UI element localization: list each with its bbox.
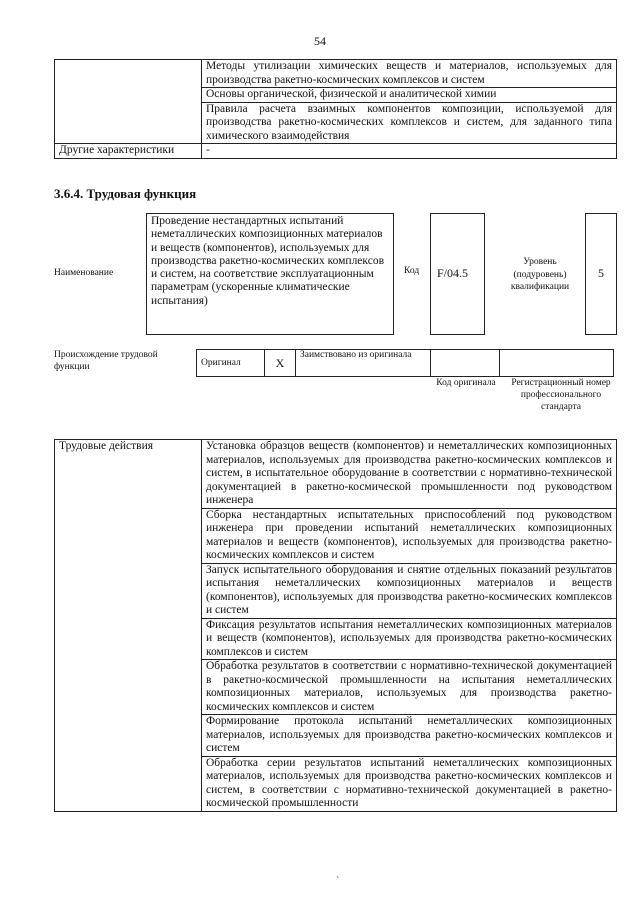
original-code-caption: Код оригинала (436, 378, 496, 388)
origin-table (196, 349, 614, 377)
other-characteristics-label: Другие характеристики (55, 144, 202, 159)
table-row (197, 350, 614, 377)
other-characteristics-value: - (202, 144, 617, 159)
knowledge-item: Правила расчета взаимных компонентов композиции, используемой для производства ракетно-космических комплексов и систем, для заданного типа химического взаимодействия (202, 102, 617, 144)
qualification-level-label: Уровень (подуровень) квалификации (510, 257, 570, 292)
section-heading: 3.6.4. Трудовая функция (54, 186, 197, 201)
labor-action-item: Обработка серии результатов испытаний неметаллических композиционных материалов, используемых для производства ракетно-космических комплексов и систем, в соответствии с нормативно-технической документацией в ракетно-космической промышленности (202, 756, 617, 811)
registration-number-cell (500, 350, 614, 377)
original-label: Оригинал (197, 350, 265, 377)
code-label: Код (404, 266, 420, 276)
name-label: Наименование (54, 268, 114, 278)
table-row (55, 440, 617, 509)
labor-action-item: Запуск испытательного оборудования и снятие отдельных показаний результатов испытания неметаллических композиционных материалов и веществ (компонентов), используемых для производства ракетно-космических комплексов и систем (202, 563, 617, 618)
labor-action-item: Формирование протокола испытаний неметаллических композиционных материалов, используемых для производства ракетно-космических комплексов и систем (202, 715, 617, 757)
knowledge-item: Методы утилизации химических веществ и материалов, используемых для производства ракетно-космических комплексов и систем (202, 60, 617, 88)
labor-action-item: Обработка результатов в соответствии с нормативно-технической документацией в ракетно-космической промышленности на испытания неметаллических композиционных материалов, используемых для производства ракетно-космических комплексов и систем (202, 660, 617, 715)
table-row (55, 144, 617, 159)
labor-action-item: Фиксация результатов испытания неметаллических композиционных материалов и веществ (компонентов), используемых для производства ракетно-космических комплексов и систем (202, 618, 617, 660)
knowledge-table (54, 59, 617, 159)
function-name-box: Проведение нестандартных испытаний неметаллических композиционных материалов и веществ (компонентов), используемых для производства ракетно-космических комплексов и систем, на соответствие эксплуатационным параметрам (ускоренные климатические испытания) (146, 213, 394, 335)
function-code-box: F/04.5 (430, 213, 485, 335)
borrowed-label: Заимствовано из оригинала (296, 350, 431, 377)
labor-action-item: Сборка нестандартных испытательных приспособлений под руководством инженера при проведении испытаний неметаллических композиционных материалов и веществ (компонентов), используемых для производства ракетно-космических комплексов и систем (202, 508, 617, 563)
stray-mark: ` (336, 876, 340, 887)
qualification-level-box: 5 (585, 213, 617, 335)
labor-actions-label: Трудовые действия (55, 440, 202, 812)
registration-number-caption: Регистрационный номер профессионального стандарта (511, 378, 611, 412)
origin-label: Происхождение трудовой функции (54, 350, 158, 372)
original-mark: X (265, 350, 296, 377)
page-number: 54 (314, 34, 326, 48)
knowledge-item: Основы органической, физической и аналитической химии (202, 88, 617, 103)
labor-actions-table (54, 439, 617, 812)
original-code-cell (431, 350, 500, 377)
labor-action-item: Установка образцов веществ (компонентов) и неметаллических композиционных материалов, используемых для производства ракетно-космических комплексов и систем, в испытательное оборудование в соответствии с нормативно-технической документацией в ракетно-космической промышленности под руководством инженера (202, 440, 617, 509)
table-row (55, 60, 617, 88)
knowledge-label-cell (55, 60, 202, 144)
